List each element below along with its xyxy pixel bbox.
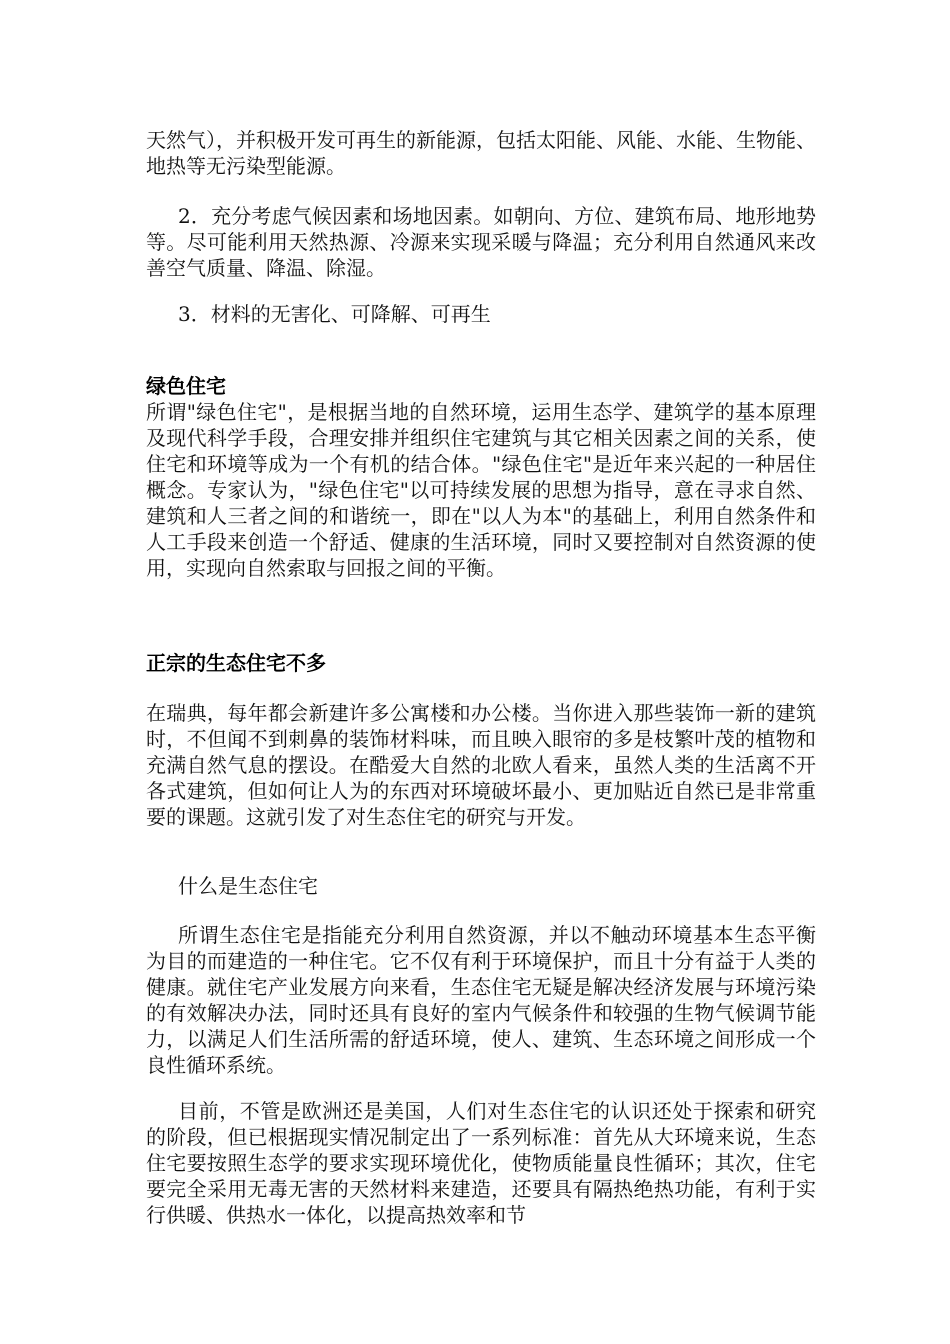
subheading-what-is-eco-housing: 什么是生态住宅 [178,874,318,898]
paragraph-eco-housing-definition: 所谓生态住宅是指能充分利用自然资源，并以不触动环境基本生态平衡为目的而建造的一种住宅。它不仅有利于环境保护，而且十分有益于人类的健康。就住宅产业发展方向来看，生态住宅无疑是解决经济发展与环境污染的有效解决办法，同时还具有良好的室内气候条件和较强的生物气候调节能力，以满足人们生活所需的舒适环境，使人、建筑、生态环境之间形成一个良性循环系统。 [146,923,816,1077]
heading-authentic-eco-housing: 正宗的生态住宅不多 [146,651,326,675]
paragraph-sweden: 在瑞典，每年都会新建许多公寓楼和办公楼。当你进入那些装饰一新的建筑时，不但闻不到刺鼻的装饰材料味，而且映入眼帘的多是枝繁叶茂的植物和充满自然气息的摆设。在酷爱大自然的北欧人看来，虽然人类的生活离不开各式建筑，但如何让人为的东西对环境破坏最小、更加贴近自然已是非常重要的课题。这就引发了对生态住宅的研究与开发。 [146,701,816,829]
heading-green-housing: 绿色住宅 [146,374,226,398]
paragraph-energy-sources: 天然气），并积极开发可再生的新能源，包括太阳能、风能、水能、生物能、地热等无污染型能源。 [146,128,816,178]
paragraph-standards: 目前，不管是欧洲还是美国，人们对生态住宅的认识还处于探索和研究的阶段，但已根据现实情况制定出了一系列标准：首先从大环境来说，生态住宅要按照生态学的要求实现环境优化，使物质能量良性循环；其次，住宅要完全采用无毒无害的天然材料来建造，还要具有隔热绝热功能，有利于实行供暖、供热水一体化，以提高热效率和节 [146,1099,816,1227]
paragraph-green-housing: 所谓"绿色住宅"，是根据当地的自然环境，运用生态学、建筑学的基本原理及现代科学手段，合理安排并组织住宅建筑与其它相关因素之间的关系，使住宅和环境等成为一个有机的结合体。"绿色住宅"是近年来兴起的一种居住概念。专家认为，"绿色住宅"以可持续发展的思想为指导，意在寻求自然、建筑和人三者之间的和谐统一，即在"以人为本"的基础上，利用自然条件和人工手段来创造一个舒适、健康的生活环境，同时又要控制对自然资源的使用，实现向自然索取与回报之间的平衡。 [146,400,816,580]
paragraph-materials: 3．材料的无害化、可降解、可再生 [178,302,491,326]
paragraph-climate-site: 2．充分考虑气候因素和场地因素。如朝向、方位、建筑布局、地形地势等。尽可能利用天然热源、冷源来实现采暖与降温；充分利用自然通风来改善空气质量、降温、除湿。 [146,204,816,280]
